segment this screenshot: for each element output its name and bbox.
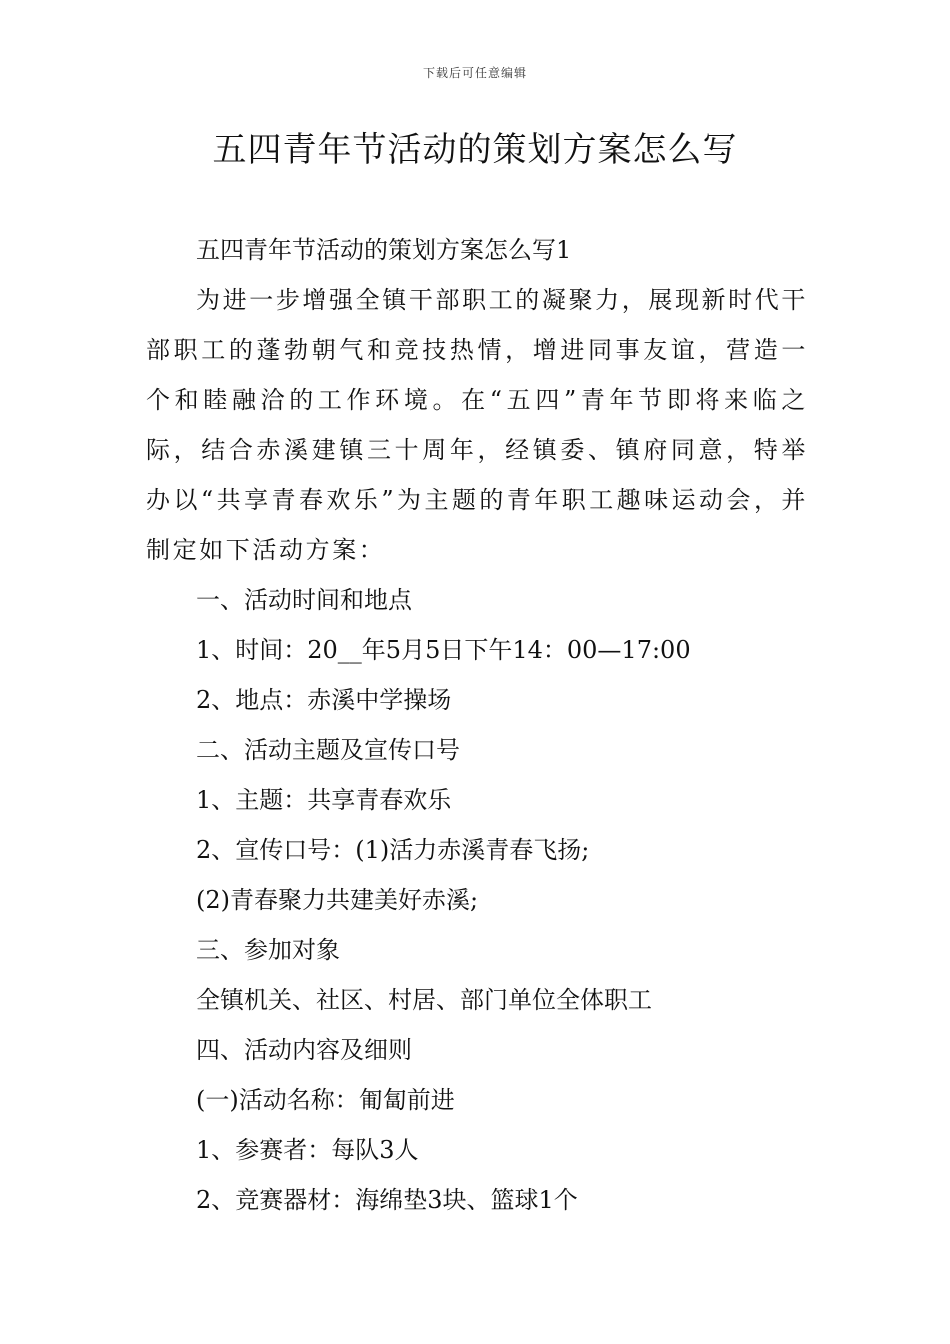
activity-name: (一)活动名称：匍匐前进 [196, 1086, 455, 1114]
section-heading-theme: 二、活动主题及宣传口号 [196, 736, 460, 764]
section-heading-participants: 三、参加对象 [196, 936, 340, 964]
participants-text: 全镇机关、社区、村居、部门单位全体职工 [196, 986, 652, 1014]
list-item-theme: 1、主题：共享青春欢乐 [196, 786, 452, 814]
list-item-time: 1、时间：20__年5月5日下午14：00—17:00 [196, 636, 691, 664]
document-body [146, 225, 808, 1225]
paragraph-subtitle: 五四青年节活动的策划方案怎么写1 [196, 236, 572, 264]
page-header-note: 下载后可任意编辑 [422, 66, 527, 80]
paragraph-intro: 为进一步增强全镇干部职工的凝聚力，展现新时代干部职工的蓬勃朝气和竞技热情，增进同事友谊，营造一个和睦融洽的工作环境。在“五四”青年节即将来临之际，结合赤溪建镇三十周年，经镇委、镇府同意，特举办以“共享青春欢乐”为主题的青年职工趣味运动会，并制定如下活动方案： [146, 286, 808, 564]
activity-participants: 1、参赛者：每队3人 [196, 1136, 419, 1164]
activity-equipment: 2、竞赛器材：海绵垫3块、篮球1个 [196, 1186, 578, 1214]
list-item-slogan-2: (2)青春聚力共建美好赤溪; [196, 886, 479, 914]
list-item-place: 2、地点：赤溪中学操场 [196, 686, 452, 714]
list-item-slogan-1: 2、宣传口号：(1)活力赤溪青春飞扬; [196, 836, 590, 864]
section-heading-activities: 四、活动内容及细则 [196, 1036, 412, 1064]
document-title: 五四青年节活动的策划方案怎么写 [212, 130, 738, 170]
section-heading-time-place: 一、活动时间和地点 [196, 586, 412, 614]
